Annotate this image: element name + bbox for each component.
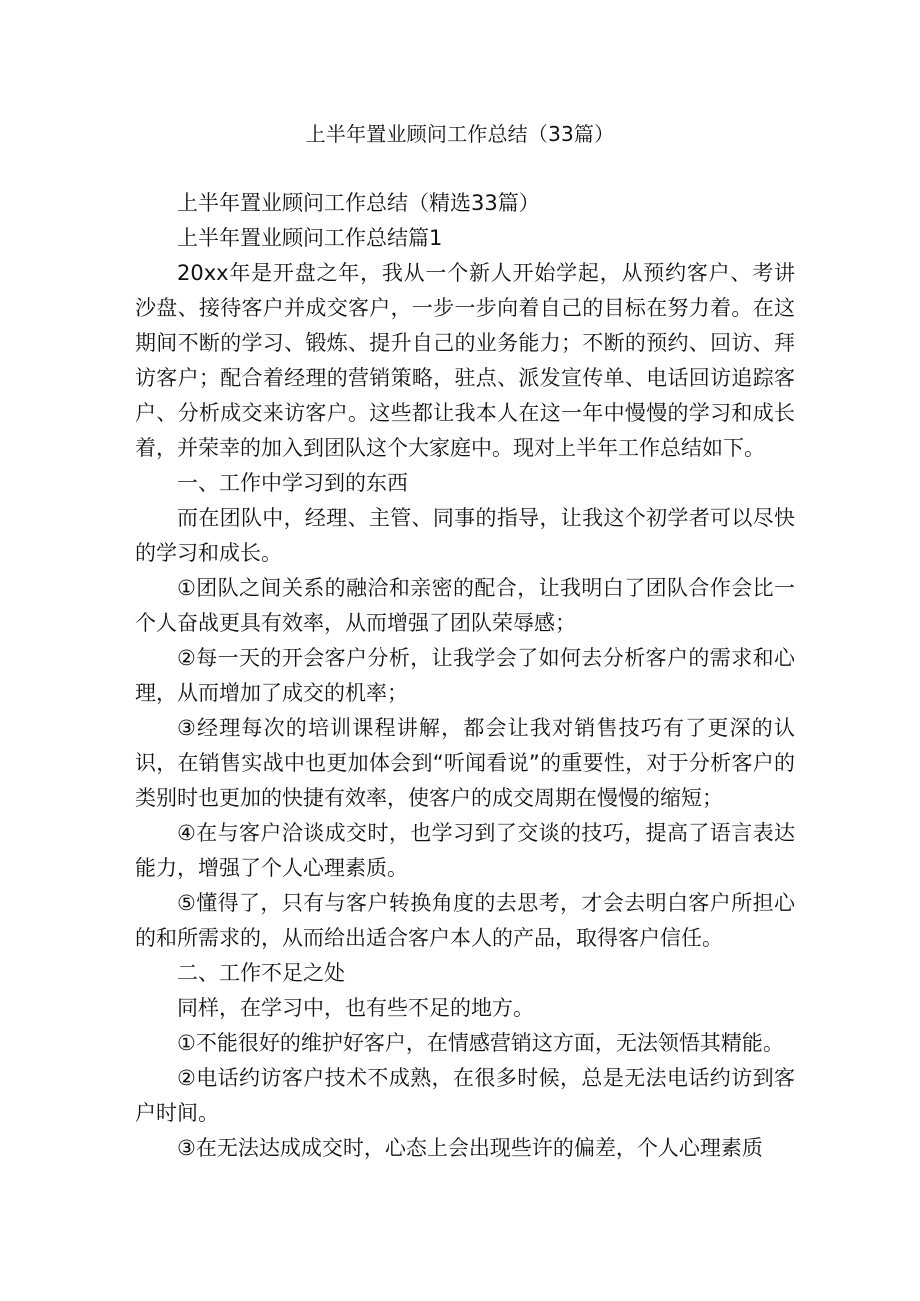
body-paragraph: 20xx年是开盘之年，我从一个新人开始学起，从预约客户、考讲沙盘、接待客户并成交客户，一步一步向着自己的目标在努力着。在这期间不断的学习、锻炼、提升自己的业务能力；不断的预约、回访、拜访客户；配合着经理的营销策略，驻点、派发宣传单、电话回访追踪客户、分析成交来访客户。这些都让我本人在这一年中慢慢的学习和成长着，并荣幸的加入到团队这个大家庭中。现对上半年工作总结如下。 [135,261,795,460]
list-item: ②每一天的开会客户分析，让我学会了如何去分析客户的需求和心理，从而增加了成交的机率； [135,646,795,705]
list-item: ③在无法达成成交时，心态上会出现些许的偏差，个人心理素质 [177,1136,763,1160]
document-title: 上半年置业顾问工作总结（33篇） [305,122,615,146]
section-heading: 二、工作不足之处 [177,961,345,985]
section-heading: 一、工作中学习到的东西 [177,471,408,495]
chapter-heading: 上半年置业顾问工作总结篇1 [177,226,443,250]
list-item: ⑤懂得了，只有与客户转换角度的去思考，才会去明白客户所担心的和所需求的，从而给出适合客户本人的产品，取得客户信任。 [135,891,795,950]
list-item: ④在与客户洽谈成交时，也学习到了交谈的技巧，提高了语言表达能力，增强了个人心理素质。 [135,821,795,880]
list-item: ②电话约访客户技术不成熟，在很多时候，总是无法电话约访到客户时间。 [135,1066,795,1125]
list-item: ①团队之间关系的融洽和亲密的配合，让我明白了团队合作会比一个人奋战更具有效率，从而增强了团队荣辱感； [135,576,795,635]
list-item: ①不能很好的维护好客户，在情感营销这方面，无法领悟其精能。 [177,1031,784,1055]
body-paragraph: 同样，在学习中，也有些不足的地方。 [177,996,534,1020]
document-body [135,186,795,1166]
list-item: ③经理每次的培训课程讲解，都会让我对销售技巧有了更深的认识，在销售实战中也更加体会到“听闻看说”的重要性，对于分析客户的类别时也更加的快捷有效率，使客户的成交周期在慢慢的缩短； [135,716,795,810]
body-paragraph: 而在团队中，经理、主管、同事的指导，让我这个初学者可以尽快的学习和成长。 [135,506,795,565]
subtitle-paragraph: 上半年置业顾问工作总结（精选33篇） [177,191,540,215]
